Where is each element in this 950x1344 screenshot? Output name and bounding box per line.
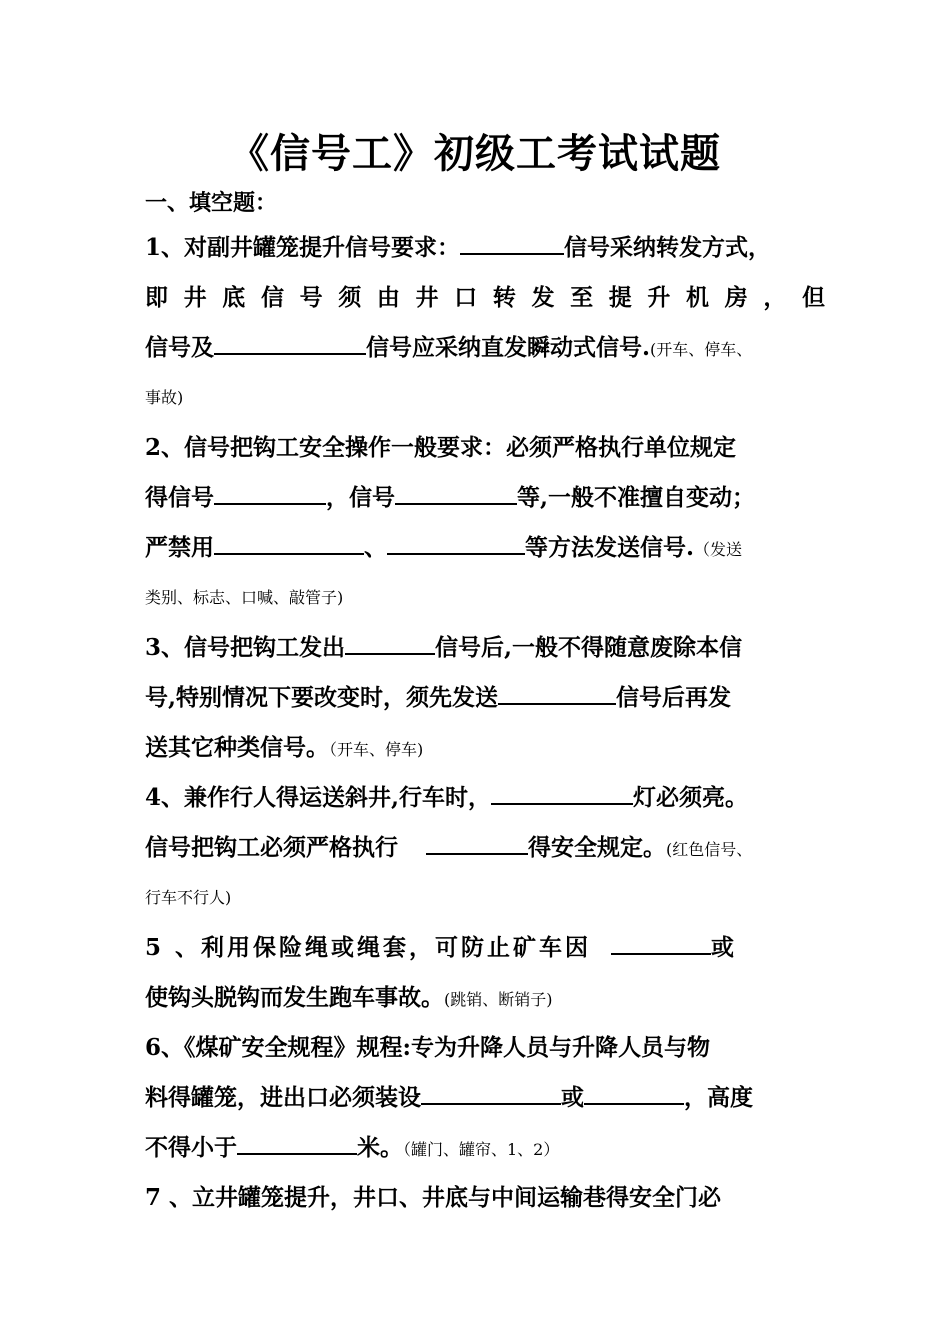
answer-text: （罐门、罐帘、1、2） bbox=[403, 1140, 560, 1159]
q6-line3: 不得小于 米。（罐门、罐帘、1、2） bbox=[145, 1128, 825, 1168]
blank bbox=[498, 679, 616, 705]
answer-text: （发送 bbox=[694, 540, 743, 559]
q1-line3: 信号及 信号应采纳直发瞬动式信号.(开车、停车、 bbox=[145, 328, 825, 368]
blank bbox=[460, 229, 564, 255]
q4-line2: 信号把钩工必须严格执行 得安全规定。(红色信号、 bbox=[145, 828, 825, 868]
blank bbox=[214, 479, 326, 505]
q6-line2: 料得罐笼，进出口必须装设 或 ，高度 bbox=[145, 1078, 825, 1118]
blank bbox=[237, 1129, 357, 1155]
q3-line2: 号,特别情况下要改变时，须先发送 信号后再发 bbox=[145, 678, 825, 718]
answer-text: 事故) bbox=[145, 388, 184, 407]
q2-line2: 得信号 ，信号 等,一般不准擅自变动； bbox=[145, 478, 825, 518]
answer-text: 行车不行人) bbox=[145, 888, 232, 907]
q7-line1: 7 、立井罐笼提升，井口、井底与中间运输巷得安全门必 bbox=[145, 1184, 722, 1211]
q3-line1: 3、信号把钩工发出 信号后,一般不得随意废除本信 bbox=[145, 628, 825, 668]
q4-line1: 4、兼作行人得运送斜井,行车时， 灯必须亮。 bbox=[145, 778, 825, 818]
blank bbox=[345, 629, 435, 655]
blank bbox=[491, 779, 633, 805]
q1-line1: 1、对副井罐笼提升信号要求： 信号采纳转发方式， bbox=[145, 228, 825, 268]
answer-text: （开车、停车) bbox=[329, 740, 424, 759]
answer-text: (跳销、断销子) bbox=[444, 990, 553, 1009]
q6-line1: 6、《煤矿安全规程》规程:专为升降人员与升降人员与物 bbox=[145, 1034, 710, 1061]
q1-line2: 即 井 底 信 号 须 由 井 口 转 发 至 提 升 机 房 ， 但 bbox=[145, 284, 825, 311]
blank bbox=[395, 479, 517, 505]
q5-line2: 使钩头脱钩而发生跑车事故。(跳销、断销子) bbox=[145, 984, 553, 1011]
q5-line1: 5 、利用保险绳或绳套，可防止矿车因 或 bbox=[145, 928, 825, 968]
answer-text: (红色信号、 bbox=[666, 840, 753, 859]
q3-line3: 送其它种类信号。（开车、停车) bbox=[145, 734, 424, 761]
page-title: 《信号工》初级工考试试题 bbox=[229, 130, 721, 177]
blank bbox=[584, 1079, 684, 1105]
answer-text: 类别、标志、口喊、敲管子) bbox=[145, 588, 344, 607]
section-heading: 一、填空题： bbox=[145, 190, 278, 216]
q2-line1: 2、信号把钩工安全操作一般要求：必须严格执行单位规定 bbox=[145, 434, 737, 461]
q2-line3: 严禁用 、 等方法发送信号.（发送 bbox=[145, 528, 825, 568]
blank bbox=[421, 1079, 561, 1105]
answer-text: (开车、停车、 bbox=[650, 340, 753, 359]
blank bbox=[611, 929, 711, 955]
blank bbox=[387, 529, 525, 555]
blank bbox=[214, 529, 364, 555]
blank bbox=[426, 829, 528, 855]
blank bbox=[214, 329, 366, 355]
